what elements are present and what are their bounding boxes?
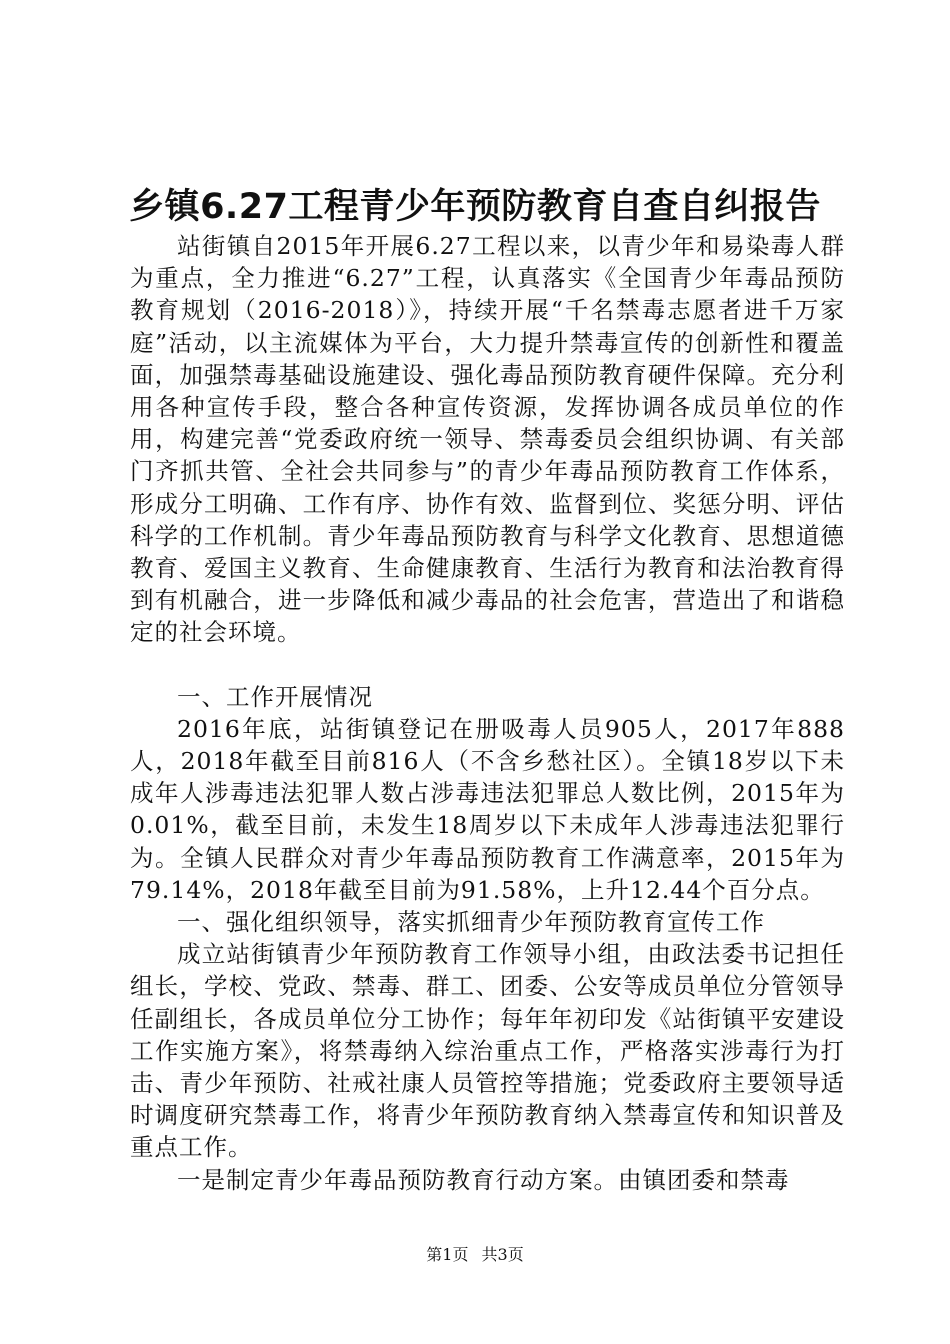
document-body xyxy=(130,230,845,1196)
organization-paragraph: 成立站街镇青少年预防教育工作领导小组，由政法委书记担任组长，学校、党政、禁毒、群工、团委、公安等成员单位分管领导任副组长，各成员单位分工协作；每年年初印发《站街镇平安建设工作实施方案》，将禁毒纳入综治重点工作，严格落实涉毒行为打击、青少年预防、社戒社康人员管控等措施；党委政府主要领导适时调度研究禁毒工作，将青少年预防教育纳入禁毒宣传和知识普及重点工作。 xyxy=(130,940,845,1162)
action-plan-paragraph: 一是制定青少年毒品预防教育行动方案。由镇团委和禁毒 xyxy=(177,1165,790,1194)
work-status-paragraph: 2016年底，站街镇登记在册吸毒人员905人，2017年888人，2018年截至目前816人（不含乡愁社区）。全镇18岁以下未成年人涉毒违法犯罪人数占涉毒违法犯罪总人数比例，2015年为0.01%，截至目前，未发生18周岁以下未成年人涉毒违法犯罪行为。全镇人民群众对青少年毒品预防教育工作满意率，2015年为79.14%，2018年截至目前为91.58%，上升12.44个百分点。 xyxy=(130,714,845,904)
page-total: 共3页 xyxy=(481,1245,524,1264)
document-title: 乡镇6.27工程青少年预防教育自查自纠报告 xyxy=(129,187,821,227)
page-footer xyxy=(0,1243,950,1267)
section-heading-work-status: 一、工作开展情况 xyxy=(177,682,373,711)
page-number: 第1页 xyxy=(426,1245,469,1264)
intro-paragraph: 站街镇自2015年开展6.27工程以来，以青少年和易染毒人群为重点，全力推进“6.27”工程，认真落实《全国青少年毒品预防教育规划（2016-2018）》，持续开展“千名禁毒志愿者进千万家庭”活动，以主流媒体为平台，大力提升禁毒宣传的创新性和覆盖面，加强禁毒基础设施建设、强化毒品预防教育硬件保障。充分利用各种宣传手段，整合各种宣传资源，发挥协调各成员单位的作用，构建完善“党委政府统一领导、禁毒委员会组织协调、有关部门齐抓共管、全社会共同参与”的青少年毒品预防教育工作体系，形成分工明确、工作有序、协作有效、监督到位、奖惩分明、评估科学的工作机制。青少年毒品预防教育与科学文化教育、思想道德教育、爱国主义教育、生命健康教育、生活行为教育和法治教育得到有机融合，进一步降低和减少毒品的社会危害，营造出了和谐稳定的社会环境。 xyxy=(130,232,845,647)
section-heading-organization: 一、强化组织领导，落实抓细青少年预防教育宣传工作 xyxy=(177,908,765,937)
